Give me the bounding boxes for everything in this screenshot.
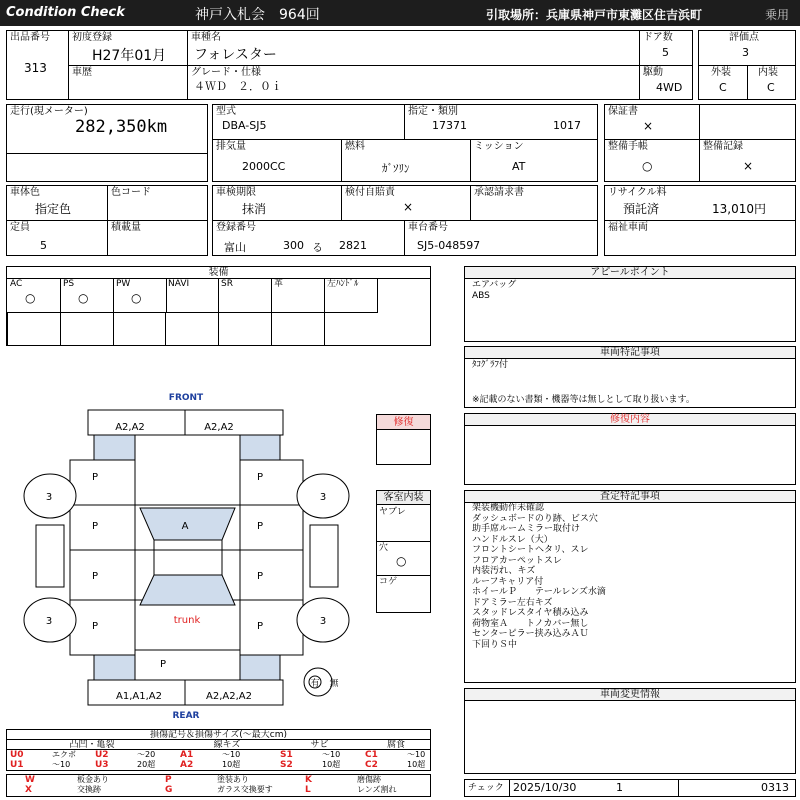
legend-code: U3: [95, 760, 109, 770]
check-divider-2: [678, 780, 679, 796]
equipment-item: [271, 278, 325, 313]
panel-fl-door: P: [91, 521, 99, 532]
panel-fr-door: P: [256, 521, 264, 532]
legend-desc: 20超: [137, 760, 156, 769]
lot-cell: [6, 30, 69, 100]
damage-legend-2: [6, 774, 431, 797]
manual-label: 整備手帳: [608, 141, 648, 152]
check-label: チェック: [468, 783, 504, 793]
load-cell: [107, 220, 208, 256]
doors-label: ドア数: [643, 32, 673, 43]
equipment-lower-divider: [324, 313, 325, 345]
inspection-note-line: ホイールＰ テールレンズ水滴: [472, 587, 606, 597]
legend2-code: K: [305, 775, 312, 785]
model-name-cell: [187, 30, 640, 66]
capacity-label: 定員: [10, 222, 30, 233]
brand-title: Condition Check: [6, 5, 125, 20]
record-mark: ×: [743, 159, 754, 173]
model-name-value: フォレスター: [194, 47, 277, 63]
tire-fr-score: 3: [319, 492, 327, 503]
disp-value: 2000CC: [242, 160, 286, 173]
interior-divider-1: [377, 541, 430, 542]
mileage-cell: [6, 104, 208, 154]
legend2-desc: ガラス交換要す: [217, 785, 273, 794]
inspection-note-line: スタッドレスタイヤ積み込み: [472, 608, 589, 618]
drive-value: 4WD: [656, 81, 683, 94]
special-section: [464, 346, 796, 408]
vehicle-class: 乗用: [765, 8, 790, 22]
inspection-note-line: ダッシュボードのり跡、ビス穴: [472, 513, 598, 524]
color-label: 車体色: [10, 187, 40, 198]
grade-cell: [187, 65, 640, 100]
fuel-cell: [341, 139, 471, 182]
equipment-lower-divider: [271, 313, 272, 345]
tire-fl-score: 3: [45, 492, 53, 503]
chassis-cell: [404, 220, 598, 256]
welfare-label: 福祉車両: [608, 222, 648, 233]
equipment-item: [113, 278, 167, 313]
interior-burn-label: コゲ: [379, 577, 398, 587]
tire-rr-score: 3: [319, 616, 327, 627]
plate-cell: [212, 220, 405, 256]
interior-tear-label: ヤブレ: [379, 507, 406, 517]
capacity-cell: [6, 220, 108, 256]
doors-value: 5: [662, 46, 669, 59]
panel-rr-door: P: [256, 571, 264, 582]
inspection-note-line: 内装汚れ、キズ: [472, 566, 536, 576]
rear-left-light: [94, 655, 135, 680]
legend-group: 腐食: [386, 740, 405, 750]
insurance-label: 検付自賠責: [345, 187, 395, 198]
spec-label: 指定・類別: [408, 106, 458, 117]
equipment-item-label: PS: [63, 279, 75, 289]
legend2-rows: [7, 775, 430, 796]
color-cell: [6, 185, 108, 221]
equipment-lower-divider: [60, 313, 61, 345]
warranty-mark: ×: [643, 119, 654, 133]
equipment-lower-divider: [165, 313, 166, 345]
equipment-lower-divider: [113, 313, 114, 345]
legend-code: U1: [10, 760, 24, 770]
legend-desc: 〜10: [407, 750, 426, 759]
ext-label: 外装: [711, 67, 731, 78]
panel-rear-gate: P: [159, 659, 167, 670]
legend-desc: 〜10: [52, 760, 71, 769]
disp-cell: [212, 139, 342, 182]
legend2-code: P: [165, 775, 172, 785]
disp-label: 排気量: [216, 141, 246, 152]
legend-code: U0: [10, 750, 24, 760]
repair-detail-title: 修復内容: [465, 414, 795, 426]
panel-rl-quarter: P: [91, 621, 99, 632]
equipment-row: [7, 278, 430, 313]
type-cell: [212, 104, 405, 140]
mileage-label: 走行(現メーター): [10, 106, 88, 117]
inspection-notes-section: [464, 490, 796, 683]
roof-damage: A: [181, 521, 189, 532]
interior-hole-label: 穴: [379, 543, 389, 553]
equipment-item: [324, 278, 378, 313]
legend-rows: [7, 750, 430, 770]
equipment-lower-divider: [7, 313, 8, 345]
approval-cell: [470, 185, 598, 221]
interior-hole-mark: ○: [396, 554, 407, 568]
int-label: 内装: [758, 67, 778, 78]
legend-code: A1: [180, 750, 194, 760]
appeal-title: アピールポイント: [465, 267, 795, 279]
legend-desc: 10超: [322, 760, 341, 769]
inspection-note-line: ルーフキャリア付: [472, 576, 544, 587]
panel-fr-fender: P: [256, 472, 264, 483]
warranty-cell: [604, 104, 796, 140]
inspection-value: 抹消: [242, 202, 267, 216]
equipment-item-label: 左ﾊﾝﾄﾞﾙ: [327, 279, 359, 289]
approval-label: 承認請求書: [474, 187, 524, 198]
warranty-label: 保証書: [608, 106, 638, 117]
inspection-notes-title: 査定特記事項: [465, 491, 795, 503]
appeal-line-2: ABS: [472, 291, 490, 301]
special-note: ※記載のない書類・機器等は無しとして取り扱います。: [472, 395, 695, 405]
appeal-section: [464, 266, 796, 342]
check-code: 0313: [761, 781, 789, 794]
type-value: DBA-SJ5: [222, 119, 267, 132]
warranty-divider: [699, 105, 700, 140]
inspection-note-line: 架装機動作未確認: [472, 503, 545, 513]
left-mirror-outline: [36, 525, 64, 587]
spec-number-1: 17371: [432, 119, 467, 132]
check-divider-1: [509, 780, 510, 796]
front-left-light: [94, 435, 135, 460]
manual-mark: ○: [642, 159, 653, 173]
inspection-note-line: センターピラー挟み込みＡＵ: [472, 629, 589, 639]
legend2-desc: 板金あり: [77, 775, 109, 784]
legend2-code: L: [305, 785, 311, 795]
plate-kana: る: [312, 241, 323, 254]
spare-tire-mark: 有: [310, 679, 320, 689]
int-cell: [747, 65, 796, 100]
change-info-title: 車両変更情報: [465, 689, 795, 701]
equipment-row-divider: [7, 312, 377, 313]
recycle-label: リサイクル料: [608, 187, 667, 198]
inspection-note-line: ハンドルスレ（大）: [472, 534, 553, 545]
manual-cell: [604, 139, 700, 182]
check-footer: [464, 779, 796, 797]
type-label: 型式: [216, 106, 236, 117]
record-cell: [699, 139, 796, 182]
recycle-cell: [604, 185, 796, 221]
insurance-mark: ×: [403, 200, 414, 214]
right-mirror-outline: [310, 525, 338, 587]
capacity-value: 5: [40, 239, 47, 252]
sunroof-outline: [154, 540, 222, 575]
mission-label: ミッション: [474, 141, 524, 152]
equipment-item-mark: ○: [131, 291, 142, 305]
recycle-status: 預託済: [623, 202, 660, 216]
int-value: C: [767, 81, 775, 94]
header-bar: [0, 0, 800, 26]
panel-fl-fender: P: [91, 472, 99, 483]
grade-value: ４ＷＤ ２．０ｉ: [194, 80, 282, 93]
repair-detail-section: [464, 413, 796, 485]
front-label: FRONT: [168, 393, 204, 403]
equipment-item-label: PW: [116, 279, 131, 289]
pickup-location: 引取場所：兵庫県神戸市東灘区住吉浜町: [486, 8, 703, 22]
score-cell: [698, 30, 796, 66]
front-bumper-left-damage: A2,A2: [115, 422, 145, 433]
legend-code: U2: [95, 750, 109, 760]
legend-desc: エクボ: [52, 750, 76, 759]
first-reg-cell: [68, 30, 188, 66]
history-cell: [68, 65, 188, 100]
recycle-fee: 13,010円: [712, 202, 766, 216]
damage-legend: [6, 729, 431, 771]
legend2-desc: 塗装あり: [217, 775, 249, 784]
legend-desc: 〜10: [322, 750, 341, 759]
equipment-item: [7, 278, 61, 313]
inspection-note-line: フロアカーペットスレ: [472, 555, 562, 566]
equipment-item: [218, 278, 272, 313]
plate-class: 300: [283, 239, 304, 252]
inspection-label: 車検期限: [216, 187, 256, 198]
welfare-cell: [604, 220, 796, 256]
car-diagram: [0, 385, 374, 725]
fuel-value: ｶﾞｿﾘﾝ: [382, 162, 410, 175]
first-reg-value: H27年01月: [92, 48, 167, 64]
plate-area: 富山: [224, 241, 246, 254]
spare-tire-none: 無: [329, 679, 339, 689]
mission-cell: [470, 139, 598, 182]
legend-code: A2: [180, 760, 194, 770]
legend2-code: X: [25, 785, 32, 795]
equipment-item-label: SR: [221, 279, 233, 289]
special-line-1: ﾀｺｸﾞﾗﾌ付: [472, 360, 509, 370]
doors-cell: [639, 30, 693, 66]
inspection-note-line: 助手席ルームミラー取付け: [472, 524, 581, 534]
fuel-label: 燃料: [345, 141, 365, 152]
inspection-note-line: 下回りＳ中: [472, 639, 518, 650]
legend-group: 凸凹・亀裂: [69, 740, 115, 750]
plate-number: 2821: [339, 239, 367, 252]
inspection-note-line: ドアミラー左右キズ: [472, 597, 553, 608]
insurance-cell: [341, 185, 471, 221]
body-outline: [70, 435, 303, 680]
legend-groups: [7, 740, 430, 750]
legend2-desc: 磨傷跡: [357, 775, 381, 784]
legend-group: サビ: [310, 740, 329, 750]
equipment-item-label: 革: [274, 279, 284, 289]
legend2-desc: レンズ割れ: [357, 785, 397, 794]
spec-cell: [404, 104, 598, 140]
legend-desc: 10超: [407, 760, 426, 769]
legend-code: C2: [365, 760, 378, 770]
equipment-item-label: NAVI: [168, 279, 190, 289]
equipment-item: [60, 278, 114, 313]
appeal-line-1: エアバッグ: [472, 280, 517, 290]
color-code-label: 色コード: [111, 187, 151, 198]
spec-number-2: 1017: [553, 119, 581, 132]
color-value: 指定色: [35, 202, 72, 216]
chassis-label: 車台番号: [408, 222, 448, 233]
trunk-label: trunk: [173, 615, 201, 626]
front-right-light: [240, 435, 280, 460]
legend2-code: G: [165, 785, 173, 795]
equipment-item-mark: ○: [25, 291, 36, 305]
ext-value: C: [719, 81, 727, 94]
rear-bumper-left-damage: A1,A1,A2: [116, 691, 162, 702]
first-reg-label: 初度登録: [72, 32, 112, 43]
legend-desc: 10超: [222, 760, 241, 769]
mileage-value: 282,350km: [75, 117, 168, 137]
score-value: 3: [742, 46, 749, 59]
lot-number: 313: [24, 61, 47, 75]
score-label: 評価点: [729, 32, 759, 43]
legend2-desc: 交換跡: [77, 785, 101, 794]
legend-code: S2: [280, 760, 293, 770]
plate-label: 登録番号: [216, 222, 256, 233]
lot-label: 出品番号: [10, 32, 50, 43]
legend-desc: 〜20: [137, 750, 156, 759]
drive-cell: [639, 65, 693, 100]
legend-desc: 〜10: [222, 750, 241, 759]
equipment-title: 装備: [7, 267, 430, 279]
equipment-section: [6, 266, 431, 346]
drive-label: 駆動: [643, 67, 663, 78]
legend2-code: W: [25, 775, 35, 785]
inspection-note-line: 荷物室Ａ トノカバー無し: [472, 618, 589, 629]
mileage-sub-cell: [6, 153, 208, 182]
panel-rl-door: P: [91, 571, 99, 582]
grade-label: グレード・仕様: [191, 67, 261, 78]
history-label: 車歴: [72, 67, 92, 78]
legend-code: S1: [280, 750, 293, 760]
tire-rl-score: 3: [45, 616, 53, 627]
model-name-label: 車種名: [191, 32, 221, 43]
mission-value: AT: [512, 160, 526, 173]
inspection-note-line: フロントシートヘタリ、スレ: [472, 545, 589, 555]
legend-title: 損傷記号＆損傷サイズ(〜最大cm): [7, 730, 430, 740]
inspection-cell: [212, 185, 342, 221]
check-date: 2025/10/30: [513, 781, 577, 794]
interior-title: 客室内装: [377, 491, 430, 505]
special-title: 車両特記事項: [465, 347, 795, 359]
load-label: 積載量: [111, 222, 141, 233]
check-num: 1: [616, 781, 623, 794]
repair-box: [376, 414, 431, 465]
ext-cell: [698, 65, 748, 100]
legend-code: C1: [365, 750, 378, 760]
rear-window: [140, 575, 235, 605]
chassis-value: SJ5-048597: [417, 239, 481, 252]
interior-divider-2: [377, 575, 430, 576]
legend-group: 線キズ: [213, 740, 241, 750]
rear-right-light: [240, 655, 280, 680]
equipment-lower-row: [7, 313, 377, 345]
equipment-item-label: AC: [10, 279, 23, 289]
change-info-section: [464, 688, 796, 774]
repair-label: 修復: [377, 415, 430, 430]
equipment-lower-divider: [218, 313, 219, 345]
record-label: 整備記録: [703, 141, 743, 152]
panel-rr-quarter: P: [256, 621, 264, 632]
rear-bumper-right-damage: A2,A2,A2: [206, 691, 252, 702]
interior-box: [376, 490, 431, 613]
equipment-item-mark: ○: [78, 291, 89, 305]
front-bumper-right-damage: A2,A2: [204, 422, 234, 433]
auction-title: 神戸入札会 964回: [195, 7, 320, 23]
rear-label: REAR: [172, 711, 200, 721]
equipment-item: [165, 278, 219, 313]
color-code-cell: [107, 185, 208, 221]
